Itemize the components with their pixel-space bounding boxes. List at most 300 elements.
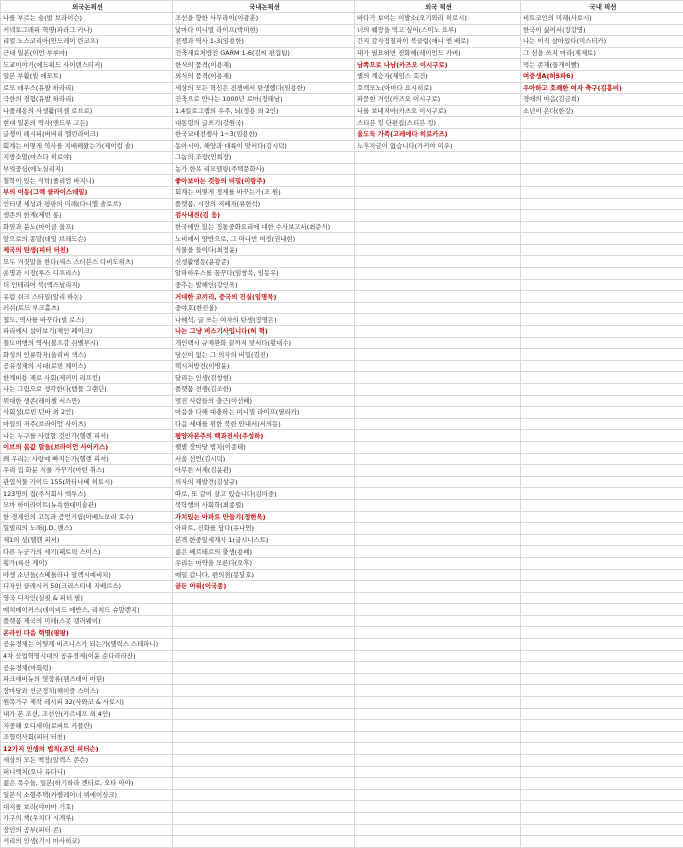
cell-korean-fiction[interactable]: 나는 이직 살아있다(미스터카): [521, 36, 683, 48]
cell-korean-fiction[interactable]: [521, 720, 683, 732]
cell-foreign-nonfiction[interactable]: 운명과 시장(루스 디프리스): [1, 268, 173, 280]
cell-korean-fiction[interactable]: [521, 488, 683, 500]
cell-korean-fiction[interactable]: [521, 662, 683, 674]
cell-korean-nonfiction[interactable]: [173, 743, 355, 755]
cell-korean-nonfiction[interactable]: 건축재료처방전 GARM 1-6(김씨 편집팀): [173, 47, 355, 59]
cell-foreign-nonfiction[interactable]: 내가 본 조선, 조선인(카르네프 외 4인): [1, 708, 173, 720]
cell-foreign-nonfiction[interactable]: 부엌중심(에노실리지): [1, 163, 173, 175]
cell-korean-nonfiction[interactable]: 우리는 마약을 모른다(오후): [173, 557, 355, 569]
cell-korean-nonfiction[interactable]: 외식의 품격(이용재): [173, 70, 355, 82]
cell-korean-nonfiction[interactable]: 매일 갑니다, 편의점(봉달호): [173, 569, 355, 581]
cell-korean-fiction[interactable]: [521, 314, 683, 326]
cell-korean-fiction[interactable]: [521, 650, 683, 662]
cell-foreign-nonfiction[interactable]: 플랫폼 제국의 미래(스콧 갤러웨이): [1, 615, 173, 627]
cell-korean-fiction[interactable]: [521, 511, 683, 523]
cell-foreign-fiction[interactable]: [355, 789, 521, 801]
cell-foreign-nonfiction[interactable]: 나폴레옹의 사생활(미셸 로브로): [1, 105, 173, 117]
cell-foreign-fiction[interactable]: [355, 384, 521, 396]
cell-korean-nonfiction[interactable]: 노비에서 양반으로, 그 머나먼 여정(권내현): [173, 233, 355, 245]
table-row: [1, 395, 683, 407]
cell-foreign-fiction[interactable]: 움도둑 가족(고레에다 히로카즈): [355, 128, 521, 140]
cell-foreign-fiction[interactable]: 너의 췌장을 먹고 싶어(스미노 요루): [355, 24, 521, 36]
cell-foreign-nonfiction[interactable]: 일본식 소형주택(카렐레이너 뷔에이싱크): [1, 789, 173, 801]
cell-korean-fiction[interactable]: [521, 755, 683, 767]
table-row: [1, 59, 683, 71]
cell-foreign-nonfiction[interactable]: 공유경제는 어떻게 비즈니스가 되는가(앨릭스 스테파니): [1, 639, 173, 651]
cell-korean-nonfiction[interactable]: [173, 708, 355, 720]
cell-korean-fiction[interactable]: [521, 441, 683, 453]
cell-foreign-fiction[interactable]: [355, 407, 521, 419]
cell-korean-fiction[interactable]: [521, 766, 683, 778]
cell-foreign-fiction[interactable]: [355, 592, 521, 604]
cell-foreign-nonfiction[interactable]: 모마 하이라이트(뉴욕현대미술관): [1, 499, 173, 511]
cell-foreign-fiction[interactable]: [355, 337, 521, 349]
cell-foreign-nonfiction[interactable]: 디자인 클래시커 50(크리스티네 지베르스): [1, 581, 173, 593]
cell-foreign-fiction[interactable]: [355, 743, 521, 755]
cell-foreign-fiction[interactable]: [355, 152, 521, 164]
cell-foreign-fiction[interactable]: [355, 163, 521, 175]
cell-foreign-nonfiction[interactable]: 지방소멸(마스다 히로야): [1, 152, 173, 164]
cell-korean-fiction[interactable]: [521, 302, 683, 314]
cell-korean-fiction[interactable]: [521, 372, 683, 384]
cell-korean-nonfiction[interactable]: 따로, 또 같이 살고 있습니다(김미중): [173, 488, 355, 500]
cell-foreign-fiction[interactable]: [355, 418, 521, 430]
cell-foreign-nonfiction[interactable]: 나를 부르는 숲(빌 브라이슨): [1, 13, 173, 25]
cell-korean-nonfiction[interactable]: 그놈의 조장(민희장): [173, 152, 355, 164]
cell-korean-nonfiction[interactable]: [173, 592, 355, 604]
cell-korean-fiction[interactable]: [521, 673, 683, 685]
cell-korean-fiction[interactable]: 비트코인의 미래(사토시): [521, 13, 683, 25]
cell-foreign-nonfiction[interactable]: 현대 일본의 역사(앤드루 고든): [1, 117, 173, 129]
cell-foreign-fiction[interactable]: [355, 499, 521, 511]
cell-korean-fiction[interactable]: [521, 360, 683, 372]
cell-korean-fiction[interactable]: 그 섬을 쓰지 마라(제제토): [521, 47, 683, 59]
cell-foreign-nonfiction[interactable]: 한계비용 제로 사회(제러미 리프킨): [1, 372, 173, 384]
cell-foreign-nonfiction[interactable]: 부의 이동(그렉 클라이스데일): [1, 186, 173, 198]
cell-korean-fiction[interactable]: 먹는 존재(들개이빨): [521, 59, 683, 71]
cell-korean-nonfiction[interactable]: [173, 639, 355, 651]
cell-foreign-fiction[interactable]: [355, 221, 521, 233]
cell-korean-nonfiction[interactable]: [173, 789, 355, 801]
cell-foreign-fiction[interactable]: [355, 233, 521, 245]
cell-korean-nonfiction[interactable]: 식물을 들이다(최정윤): [173, 244, 355, 256]
cell-foreign-nonfiction[interactable]: 왜 우리는 사랑에 빠지는가(헬렌 피셔): [1, 453, 173, 465]
cell-foreign-nonfiction[interactable]: 온라인 다음 혁명(팡팡): [1, 627, 173, 639]
cell-korean-nonfiction[interactable]: 알파하우스를 꿈꾸다(임창복, 임동우): [173, 268, 355, 280]
cell-foreign-fiction[interactable]: [355, 244, 521, 256]
cell-korean-nonfiction[interactable]: 가치있는 아파트 만들기(정현욱): [173, 511, 355, 523]
cell-foreign-fiction[interactable]: [355, 812, 521, 824]
cell-foreign-nonfiction[interactable]: 철도여행의 역사(볼프강 쉬벨부시): [1, 337, 173, 349]
cell-korean-nonfiction[interactable]: [173, 801, 355, 813]
cell-foreign-nonfiction[interactable]: 힐빌리의 노래(J.D. 밴스): [1, 523, 173, 535]
cell-foreign-nonfiction[interactable]: 더 인테리어 북(엑스널리지): [1, 279, 173, 291]
cell-foreign-nonfiction[interactable]: 유럽 쉬크 스타일(알리 하논): [1, 291, 173, 303]
cell-korean-nonfiction[interactable]: [173, 836, 355, 848]
cell-foreign-fiction[interactable]: [355, 731, 521, 743]
cell-foreign-nonfiction[interactable]: 철도, 역사를 바꾸다(빌 로스): [1, 314, 173, 326]
cell-korean-fiction[interactable]: 한국이 싫어서(장강명): [521, 24, 683, 36]
cell-foreign-nonfiction[interactable]: 한 경제인의 고독과 증언거림(아베노모리 호수): [1, 511, 173, 523]
cell-foreign-fiction[interactable]: 내가 필요하면 전화해(레이먼드 카버): [355, 47, 521, 59]
cell-korean-nonfiction[interactable]: 개인택시 규제완화 끝까지 맞서다(황대수): [173, 337, 355, 349]
cell-korean-fiction[interactable]: 경애의 마음(김금희): [521, 94, 683, 106]
cell-korean-fiction[interactable]: [521, 268, 683, 280]
cell-korean-nonfiction[interactable]: 평양자본주의 백과전서(주성하): [173, 430, 355, 442]
cell-foreign-fiction[interactable]: [355, 546, 521, 558]
cell-foreign-nonfiction[interactable]: 위대한 생존(레이첼 서스만): [1, 395, 173, 407]
cell-korean-fiction[interactable]: [521, 291, 683, 303]
cell-korean-fiction[interactable]: [521, 534, 683, 546]
cell-foreign-nonfiction[interactable]: 다른 누군가의 세기(패트릭 스미스): [1, 546, 173, 558]
cell-foreign-fiction[interactable]: [355, 604, 521, 616]
cell-foreign-nonfiction[interactable]: 회계는 어떻게 역사를 지배해왔는가(제이컵 솔): [1, 140, 173, 152]
cell-korean-nonfiction[interactable]: [173, 778, 355, 790]
cell-korean-fiction[interactable]: [521, 407, 683, 419]
cell-korean-nonfiction[interactable]: 검사내전(김 웅): [173, 210, 355, 222]
cell-korean-nonfiction[interactable]: [173, 697, 355, 709]
cell-foreign-nonfiction[interactable]: 로모 데우스(유발 하라리): [1, 82, 173, 94]
cell-korean-fiction[interactable]: [521, 117, 683, 129]
table-row: [1, 105, 683, 117]
cell-foreign-fiction[interactable]: [355, 314, 521, 326]
cell-korean-fiction[interactable]: [521, 152, 683, 164]
cell-korean-nonfiction[interactable]: 아파트, 신화를 담다(유나연): [173, 523, 355, 535]
cell-foreign-fiction[interactable]: [355, 360, 521, 372]
cell-foreign-fiction[interactable]: [355, 279, 521, 291]
cell-korean-fiction[interactable]: [521, 465, 683, 477]
cell-korean-nonfiction[interactable]: 골든 아워(이국종): [173, 581, 355, 593]
cell-foreign-nonfiction[interactable]: 지중해 오디세이(로버트 카플란): [1, 720, 173, 732]
cell-korean-nonfiction[interactable]: 아무튼 서재(김윤관): [173, 465, 355, 477]
cell-korean-fiction[interactable]: [521, 244, 683, 256]
cell-foreign-fiction[interactable]: [355, 685, 521, 697]
cell-korean-fiction[interactable]: [521, 499, 683, 511]
cell-korean-fiction[interactable]: [521, 128, 683, 140]
cell-foreign-nonfiction[interactable]: 젊은 목수들, 일본(하기하라 겐타로, 오타 아야): [1, 778, 173, 790]
header-foreign-nonfiction[interactable]: 외국논픽션: [1, 1, 173, 13]
cell-foreign-nonfiction[interactable]: 인터넷 세상과 평판의 미래(다니엘 솔로브): [1, 198, 173, 210]
cell-korean-fiction[interactable]: 소년이 온다(한강): [521, 105, 683, 117]
cell-foreign-nonfiction[interactable]: 가구의 책(우치다 시게루): [1, 812, 173, 824]
cell-foreign-nonfiction[interactable]: 리얼 노스코리아(안드레이 란코프): [1, 36, 173, 48]
cell-korean-nonfiction[interactable]: [173, 662, 355, 674]
cell-foreign-nonfiction[interactable]: 앞으로의 종말(데일 브레드슨): [1, 233, 173, 245]
cell-foreign-fiction[interactable]: [355, 627, 521, 639]
cell-korean-fiction[interactable]: [521, 581, 683, 593]
cell-foreign-nonfiction[interactable]: 생존의 한계(제빈 롱): [1, 210, 173, 222]
cell-korean-fiction[interactable]: [521, 604, 683, 616]
cell-korean-nonfiction[interactable]: 다음 세대를 위한 북한 안내서(서의동): [173, 418, 355, 430]
cell-korean-nonfiction[interactable]: [173, 627, 355, 639]
cell-korean-nonfiction[interactable]: 당신이 없는 그 의자의 비밀(김진): [173, 349, 355, 361]
cell-foreign-fiction[interactable]: [355, 430, 521, 442]
cell-korean-fiction[interactable]: [521, 395, 683, 407]
header-korean-fiction[interactable]: 국내 픽션: [521, 1, 683, 13]
cell-korean-nonfiction[interactable]: 회계는 어떻게 경제를 바꾸는가(조 원): [173, 186, 355, 198]
cell-korean-fiction[interactable]: [521, 221, 683, 233]
cell-foreign-nonfiction[interactable]: 극한의 경험(유발 하라리): [1, 94, 173, 106]
cell-foreign-nonfiction[interactable]: 커넥토그래피 혁명(파라그 카나): [1, 24, 173, 36]
cell-foreign-nonfiction[interactable]: 4차 산업혁명시대의 공유경제(이윤 순다라라잔): [1, 650, 173, 662]
cell-korean-nonfiction[interactable]: [173, 673, 355, 685]
cell-foreign-nonfiction[interactable]: 우리 집 화분 식물 가꾸기(마틴 취스): [1, 465, 173, 477]
cell-foreign-fiction[interactable]: [355, 766, 521, 778]
cell-foreign-fiction[interactable]: 남쪽으로 나남(카즈오 이시구로): [355, 59, 521, 71]
cell-korean-nonfiction[interactable]: 농가 한옥 리모델링(주택문화사): [173, 163, 355, 175]
cell-foreign-nonfiction[interactable]: 장마당과 선군정치(헤이즐 스미스): [1, 685, 173, 697]
cell-korean-fiction[interactable]: [521, 233, 683, 245]
cell-korean-fiction[interactable]: [521, 836, 683, 848]
cell-foreign-fiction[interactable]: [355, 720, 521, 732]
cell-korean-fiction[interactable]: [521, 824, 683, 836]
cell-foreign-fiction[interactable]: 노후자금이 없습니다(가키야 미우): [355, 140, 521, 152]
cell-foreign-fiction[interactable]: [355, 453, 521, 465]
cell-foreign-fiction[interactable]: [355, 198, 521, 210]
cell-foreign-nonfiction[interactable]: 공유경제의 시대(로빈 체이스): [1, 360, 173, 372]
cell-korean-fiction[interactable]: [521, 812, 683, 824]
cell-foreign-fiction[interactable]: 별의 계승자(제임스 호건): [355, 70, 521, 82]
cell-korean-nonfiction[interactable]: 건축으로 만나는 1000년 로마(정태남): [173, 94, 355, 106]
cell-korean-fiction[interactable]: [521, 430, 683, 442]
cell-foreign-nonfiction[interactable]: 러쉬(토드 부크홀츠): [1, 302, 173, 314]
cell-foreign-fiction[interactable]: [355, 662, 521, 674]
cell-foreign-fiction[interactable]: 호객모노(아마다 요시히로): [355, 82, 521, 94]
cell-foreign-nonfiction[interactable]: 화염과 분노(마이클 울프): [1, 221, 173, 233]
cell-korean-fiction[interactable]: [521, 801, 683, 813]
cell-foreign-fiction[interactable]: [355, 534, 521, 546]
cell-korean-fiction[interactable]: [521, 592, 683, 604]
cell-korean-fiction[interactable]: [521, 384, 683, 396]
cell-foreign-fiction[interactable]: [355, 326, 521, 338]
cell-korean-fiction[interactable]: [521, 326, 683, 338]
cell-foreign-fiction[interactable]: [355, 801, 521, 813]
cell-foreign-nonfiction[interactable]: 화성의 인류학자(올리버 색스): [1, 349, 173, 361]
cell-korean-fiction[interactable]: [521, 279, 683, 291]
cell-korean-fiction[interactable]: [521, 743, 683, 755]
cell-korean-nonfiction[interactable]: [173, 766, 355, 778]
cell-foreign-fiction[interactable]: [355, 755, 521, 767]
table-row: [1, 720, 683, 732]
cell-korean-fiction[interactable]: [521, 546, 683, 558]
cell-foreign-fiction[interactable]: 바다가 보이는 이발소(오기와라 히로시): [355, 13, 521, 25]
cell-korean-nonfiction[interactable]: 좋아보이는 것들의 비밀(이랑주): [173, 175, 355, 187]
cell-foreign-fiction[interactable]: [355, 488, 521, 500]
cell-foreign-nonfiction[interactable]: 사회성(로빈 던바 외 2인): [1, 407, 173, 419]
cell-foreign-nonfiction[interactable]: 영국 디자인(실핏 & 피터 필): [1, 592, 173, 604]
cell-foreign-nonfiction[interactable]: 조협력사회(피터 터친): [1, 731, 173, 743]
cell-foreign-nonfiction[interactable]: 제국의 탄생(피터 터친): [1, 244, 173, 256]
cell-korean-nonfiction[interactable]: 한국교대전쟁사 1~3(임용한): [173, 128, 355, 140]
cell-foreign-fiction[interactable]: [355, 465, 521, 477]
header-korean-nonfiction[interactable]: 국내논픽션: [173, 1, 355, 13]
table-row: [1, 534, 683, 546]
cell-korean-nonfiction[interactable]: [173, 731, 355, 743]
cell-korean-nonfiction[interactable]: 젊은 베르테르의 출생(용배): [173, 546, 355, 558]
cell-foreign-nonfiction[interactable]: 파크애비뉴의 영장류(웬즈데이 마틴): [1, 673, 173, 685]
cell-korean-fiction[interactable]: [521, 210, 683, 222]
cell-foreign-nonfiction[interactable]: 세상의 모든 책장(알렉스 존슨): [1, 755, 173, 767]
cell-foreign-fiction[interactable]: [355, 372, 521, 384]
cell-korean-nonfiction[interactable]: 세상의 모든 혁신은 전쟁에서 탄생했다(임용한): [173, 82, 355, 94]
cell-korean-nonfiction[interactable]: 달리는 인생(김창현): [173, 372, 355, 384]
cell-foreign-nonfiction[interactable]: 장인의 공부(피터 콘): [1, 824, 173, 836]
cell-korean-nonfiction[interactable]: 플랫폼 전쟁(김조한): [173, 384, 355, 396]
cell-korean-nonfiction[interactable]: 대통령의 글쓰기(강원국): [173, 117, 355, 129]
cell-foreign-fiction[interactable]: [355, 210, 521, 222]
cell-korean-nonfiction[interactable]: 낯마다 미니멀 라이프(박미현): [173, 24, 355, 36]
cell-foreign-fiction[interactable]: 파묻힌 거인(카즈오 이시구로): [355, 94, 521, 106]
cell-korean-fiction[interactable]: [521, 557, 683, 569]
cell-foreign-nonfiction[interactable]: 파리에서 살아보기(제인 페이크): [1, 326, 173, 338]
cell-foreign-fiction[interactable]: [355, 268, 521, 280]
cell-korean-nonfiction[interactable]: [173, 685, 355, 697]
cell-korean-nonfiction[interactable]: 중추는 발해인(강인욱): [173, 279, 355, 291]
cell-korean-nonfiction[interactable]: 멋진 사람들의 출근(이선배): [173, 395, 355, 407]
cell-foreign-fiction[interactable]: [355, 836, 521, 848]
cell-foreign-fiction[interactable]: 나를 보내지마(카즈오 이시구로): [355, 105, 521, 117]
cell-foreign-fiction[interactable]: 스티븐 킹 단편집(스티븐 킹): [355, 117, 521, 129]
cell-foreign-nonfiction[interactable]: 야생 소년들(스베틀라나 알렉시예비치): [1, 569, 173, 581]
cell-korean-fiction[interactable]: [521, 337, 683, 349]
cell-foreign-fiction[interactable]: [355, 697, 521, 709]
cell-foreign-fiction[interactable]: [355, 302, 521, 314]
cell-foreign-fiction[interactable]: [355, 511, 521, 523]
cell-foreign-fiction[interactable]: [355, 175, 521, 187]
cell-korean-nonfiction[interactable]: 조선을 향한 사무라이(이광훈): [173, 13, 355, 25]
cell-foreign-nonfiction[interactable]: 관엽식물 가이드 155(와타나베 히토시): [1, 476, 173, 488]
cell-korean-nonfiction[interactable]: 택시저방전(이병윤): [173, 360, 355, 372]
cell-korean-fiction[interactable]: [521, 453, 683, 465]
cell-foreign-nonfiction[interactable]: 퍼니엑처(오나 유다니): [1, 766, 173, 778]
cell-korean-fiction[interactable]: [521, 639, 683, 651]
cell-korean-fiction[interactable]: [521, 708, 683, 720]
cell-foreign-fiction[interactable]: [355, 650, 521, 662]
cell-korean-fiction[interactable]: [521, 186, 683, 198]
cell-korean-nonfiction[interactable]: [173, 615, 355, 627]
cell-foreign-nonfiction[interactable]: 일본 부활(빌 에모트): [1, 70, 173, 82]
cell-korean-nonfiction[interactable]: 한국에만 있는 정통중화요리에 대한 수사보고서(최준식): [173, 221, 355, 233]
cell-korean-nonfiction[interactable]: [173, 604, 355, 616]
cell-korean-nonfiction[interactable]: 한식의 품격(이용재): [173, 59, 355, 71]
cell-korean-fiction[interactable]: [521, 789, 683, 801]
cell-foreign-nonfiction[interactable]: 매치메이커스(데이비드 에반스, 리처드 슈말렌지): [1, 604, 173, 616]
cell-foreign-fiction[interactable]: [355, 291, 521, 303]
cell-korean-nonfiction[interactable]: [173, 755, 355, 767]
cell-korean-fiction[interactable]: [521, 627, 683, 639]
cell-korean-fiction[interactable]: [521, 476, 683, 488]
cell-foreign-fiction[interactable]: [355, 824, 521, 836]
cell-korean-fiction[interactable]: [521, 256, 683, 268]
cell-korean-nonfiction[interactable]: 플랫폼, 시장의 지배자(류한석): [173, 198, 355, 210]
cell-korean-nonfiction[interactable]: 중야호(한진울): [173, 302, 355, 314]
cell-foreign-nonfiction[interactable]: 모두 거짓말을 한다(세스 스티븐스 다비도위츠): [1, 256, 173, 268]
cell-korean-fiction[interactable]: [521, 731, 683, 743]
cell-korean-fiction[interactable]: [521, 697, 683, 709]
cell-korean-fiction[interactable]: [521, 349, 683, 361]
table-row: [1, 268, 683, 280]
cell-korean-nonfiction[interactable]: [173, 812, 355, 824]
cell-korean-fiction[interactable]: [521, 163, 683, 175]
cell-korean-nonfiction[interactable]: 마음을 다해 대충하는 미니멀 라이프(필리카): [173, 407, 355, 419]
cell-foreign-fiction[interactable]: [355, 581, 521, 593]
cell-korean-nonfiction[interactable]: 나는 그냥 버스기사입니다(허 혁): [173, 326, 355, 338]
cell-korean-fiction[interactable]: [521, 685, 683, 697]
cell-korean-nonfiction[interactable]: 북학행의 사회학(최종렬): [173, 499, 355, 511]
cell-foreign-fiction[interactable]: [355, 186, 521, 198]
cell-korean-fiction[interactable]: 여중생A(허5파6): [521, 70, 683, 82]
cell-foreign-fiction[interactable]: [355, 523, 521, 535]
cell-foreign-fiction[interactable]: [355, 673, 521, 685]
cell-foreign-fiction[interactable]: [355, 569, 521, 581]
cell-korean-nonfiction[interactable]: 신생활행동(윤광준): [173, 256, 355, 268]
table-row: [1, 279, 683, 291]
cell-foreign-nonfiction[interactable]: 글쟁이 레시피(버비리 엘린라이크): [1, 128, 173, 140]
cell-foreign-nonfiction[interactable]: 12가지 인생의 법칙(조던 피터슨): [1, 743, 173, 755]
cell-foreign-nonfiction[interactable]: 도쿄이야기(에드워드 사이덴스티커): [1, 59, 173, 71]
cell-foreign-fiction[interactable]: [355, 639, 521, 651]
cell-foreign-nonfiction[interactable]: 이브의 몸값 말들(브라이언 사이키스): [1, 441, 173, 453]
cell-foreign-fiction[interactable]: [355, 708, 521, 720]
cell-foreign-nonfiction[interactable]: 제1의 성(헬렌 피셔): [1, 534, 173, 546]
cell-korean-nonfiction[interactable]: 의자의 재발견(김상규): [173, 476, 355, 488]
cell-korean-nonfiction[interactable]: 1.4킬로그램의 우주, 뇌(정용 외 2인): [173, 105, 355, 117]
cell-foreign-nonfiction[interactable]: 대지를 보라(야마마 기호): [1, 801, 173, 813]
cell-foreign-nonfiction[interactable]: 마일의 저주(브라이언 사이츠): [1, 418, 173, 430]
cell-korean-fiction[interactable]: [521, 418, 683, 430]
cell-foreign-fiction[interactable]: [355, 256, 521, 268]
cell-korean-nonfiction[interactable]: 나혜석, 글 쓰는 여자의 탄생(장영은): [173, 314, 355, 326]
cell-korean-nonfiction[interactable]: 거대한 코끼리, 중국의 진실(임명묵): [173, 291, 355, 303]
cell-foreign-fiction[interactable]: [355, 615, 521, 627]
cell-foreign-nonfiction[interactable]: 나는 그림으로 생각한다(템플 그랜딘): [1, 384, 173, 396]
cell-korean-fiction[interactable]: [521, 615, 683, 627]
cell-foreign-fiction[interactable]: [355, 778, 521, 790]
cell-korean-nonfiction[interactable]: 전쟁과 역사 1-3(임용한): [173, 36, 355, 48]
cell-foreign-fiction[interactable]: [355, 476, 521, 488]
cell-korean-fiction[interactable]: [521, 175, 683, 187]
cell-korean-nonfiction[interactable]: 서울 선언(김시덕): [173, 453, 355, 465]
cell-foreign-fiction[interactable]: [355, 441, 521, 453]
cell-korean-fiction[interactable]: [521, 523, 683, 535]
cell-foreign-nonfiction[interactable]: 근대 일본(이언 부루마): [1, 47, 173, 59]
cell-foreign-fiction[interactable]: [355, 557, 521, 569]
cell-korean-fiction[interactable]: [521, 140, 683, 152]
cell-korean-nonfiction[interactable]: 본격 한중일세계사 1(굽시니스트): [173, 534, 355, 546]
cell-foreign-nonfiction[interactable]: 거리의 인생(기시 마사히코): [1, 836, 173, 848]
cell-foreign-nonfiction[interactable]: 123명의 집(주식회사 엑투스): [1, 488, 173, 500]
cell-korean-fiction[interactable]: 우아하고 호쾌한 여자 축구(김흥비): [521, 82, 683, 94]
cell-foreign-nonfiction[interactable]: 원목가구 제작 레시피 32(사와코 & 사토시): [1, 697, 173, 709]
table-row: [1, 337, 683, 349]
cell-korean-nonfiction[interactable]: [173, 720, 355, 732]
cell-korean-nonfiction[interactable]: [173, 650, 355, 662]
cell-korean-fiction[interactable]: [521, 198, 683, 210]
cell-foreign-fiction[interactable]: [355, 349, 521, 361]
cell-foreign-nonfiction[interactable]: 철학이 있는 식탁(줄리언 바지니): [1, 175, 173, 187]
header-foreign-fiction[interactable]: 외국 픽션: [355, 1, 521, 13]
cell-foreign-nonfiction[interactable]: 나는 누구를 사랑할 것인가(헬렌 피셔): [1, 430, 173, 442]
cell-foreign-fiction[interactable]: [355, 395, 521, 407]
cell-korean-fiction[interactable]: [521, 778, 683, 790]
cell-foreign-fiction[interactable]: 간지 감자정칠파이 북클럽(애니 엔 배로): [355, 36, 521, 48]
cell-korean-nonfiction[interactable]: 햇볕 장마당 법치(이종태): [173, 441, 355, 453]
cell-foreign-nonfiction[interactable]: 공유경제(마화텅): [1, 662, 173, 674]
cell-foreign-nonfiction[interactable]: 횡가(록산 게이): [1, 557, 173, 569]
cell-korean-nonfiction[interactable]: [173, 824, 355, 836]
cell-korean-fiction[interactable]: [521, 569, 683, 581]
cell-korean-nonfiction[interactable]: 동아시아, 해양과 대륙이 맞서다(김시덕): [173, 140, 355, 152]
